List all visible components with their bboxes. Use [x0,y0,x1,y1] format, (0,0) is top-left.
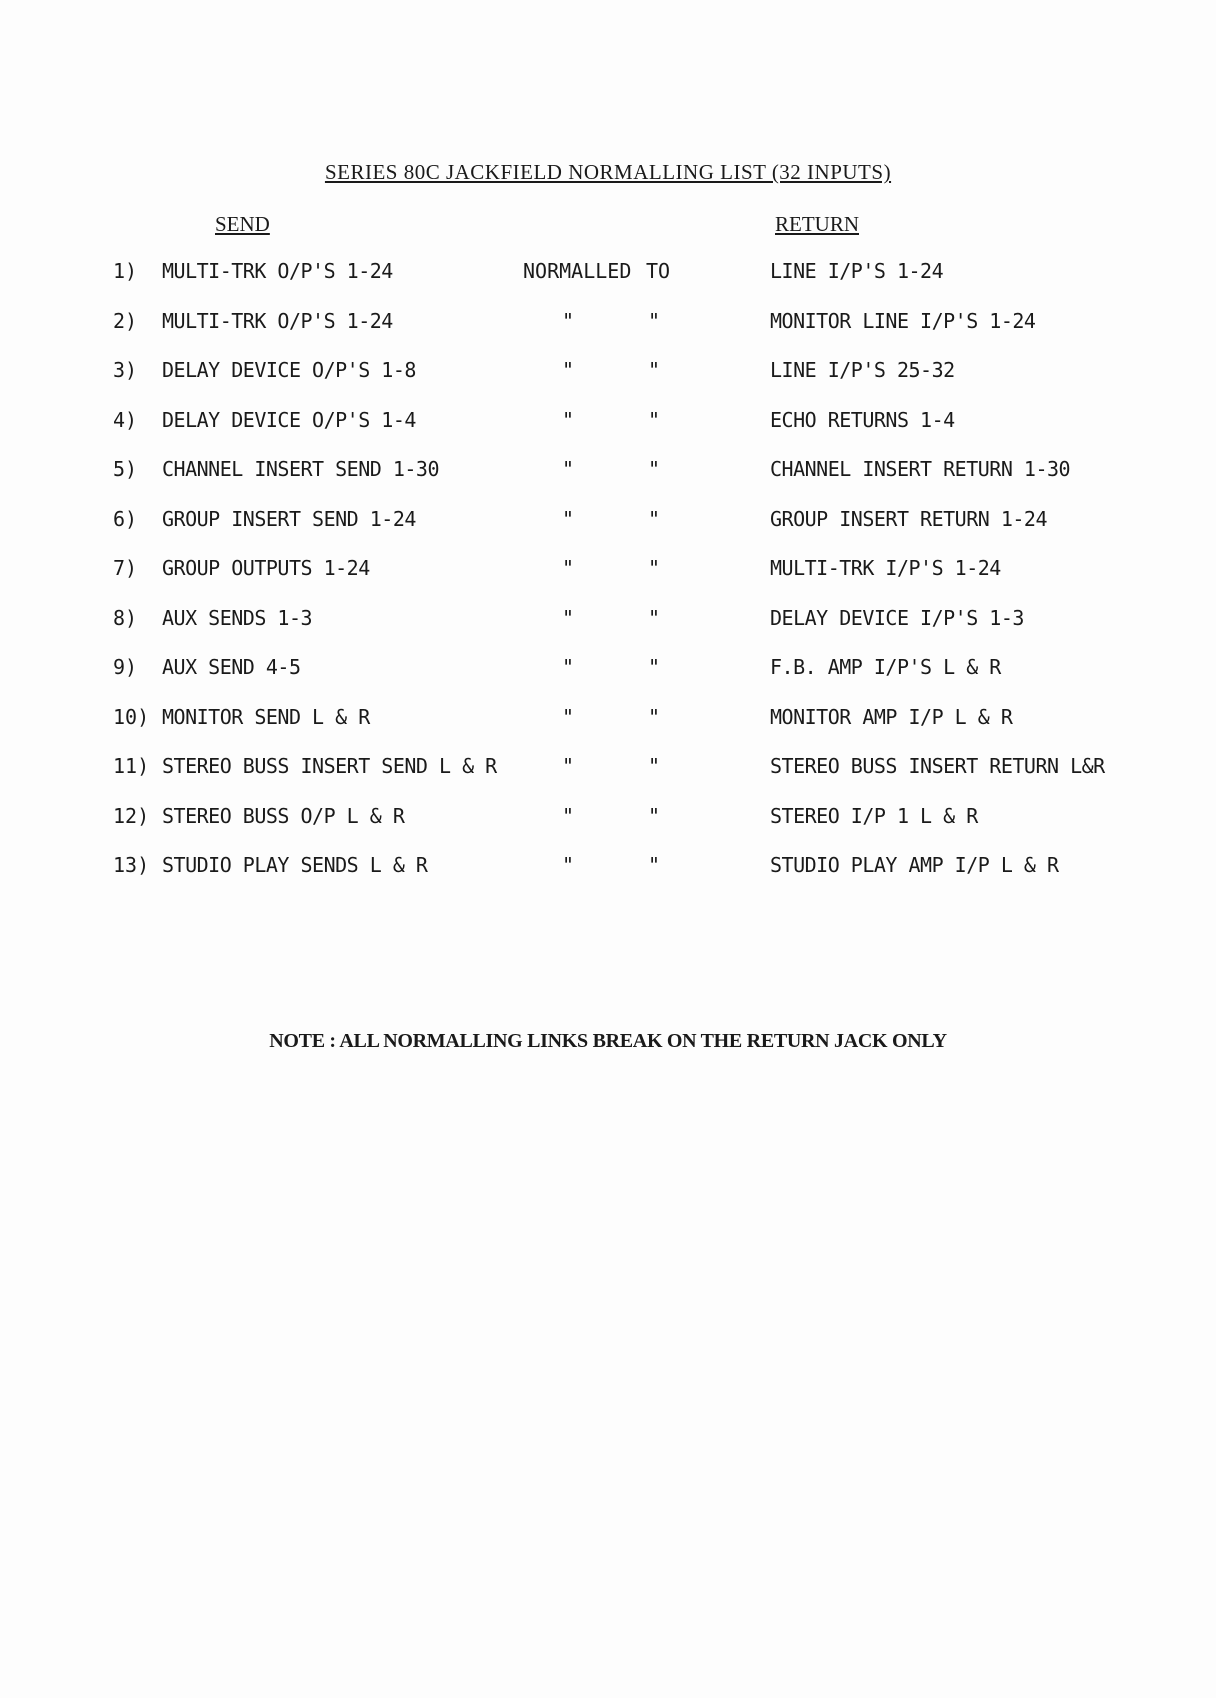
return-value: STEREO BUSS INSERT RETURN L&R [770,754,1105,778]
row-number: 3) [113,358,138,382]
send-value: AUX SENDS 1-3 [162,605,313,630]
list-row [0,605,1216,655]
ditto-mark: " [648,605,661,630]
row-number: 1) [113,259,138,283]
ditto-mark: " [562,853,575,877]
row-number: 12) [113,803,150,828]
send-value: DELAY DEVICE O/P'S 1-4 [162,407,416,432]
send-value: CHANNEL INSERT SEND 1-30 [162,457,439,481]
list-row [0,357,1216,407]
ditto-mark: " [562,754,575,778]
send-value: DELAY DEVICE O/P'S 1-8 [162,358,416,382]
list-row [0,258,1216,308]
return-value: STUDIO PLAY AMP I/P L & R [770,853,1059,877]
return-value: GROUP INSERT RETURN 1-24 [770,506,1047,531]
normalled-label: NORMALLED [523,259,632,283]
row-number: 5) [113,457,138,481]
row-number: 13) [113,853,150,877]
row-number: 2) [113,308,138,333]
send-value: MULTI-TRK O/P'S 1-24 [162,259,393,283]
row-number: 11) [113,754,150,778]
ditto-mark: " [648,358,661,382]
send-value: AUX SEND 4-5 [162,655,301,679]
ditto-mark: " [648,308,661,333]
ditto-mark: " [648,506,661,531]
ditto-mark: " [562,407,575,432]
ditto-mark: " [562,358,575,382]
ditto-mark: " [562,556,575,580]
document-title: SERIES 80C JACKFIELD NORMALLING LIST (32 INPUTS) [324,160,892,184]
ditto-mark: " [562,506,575,531]
ditto-mark: " [648,457,661,481]
list-row [0,407,1216,457]
send-value: MULTI-TRK O/P'S 1-24 [162,308,393,333]
ditto-mark: " [562,803,575,828]
send-column-header: SEND [215,212,270,236]
send-value: STUDIO PLAY SENDS L & R [162,853,428,877]
send-value: GROUP OUTPUTS 1-24 [162,556,370,580]
return-column-header: RETURN [775,212,859,236]
ditto-mark: " [648,655,661,679]
row-number: 6) [113,506,138,531]
return-value: CHANNEL INSERT RETURN 1-30 [770,457,1071,481]
ditto-mark: " [648,853,661,877]
list-row [0,753,1216,803]
send-value: STEREO BUSS INSERT SEND L & R [162,754,497,778]
row-number: 7) [113,556,138,580]
return-value: MONITOR LINE I/P'S 1-24 [770,308,1036,333]
list-row [0,803,1216,853]
ditto-mark: " [562,704,575,729]
normalling-list [0,258,1216,902]
list-row [0,555,1216,605]
ditto-mark: " [648,803,661,828]
ditto-mark: " [648,754,661,778]
list-row [0,506,1216,556]
list-row [0,456,1216,506]
list-row [0,654,1216,704]
return-value: LINE I/P'S 1-24 [770,259,944,283]
return-value: LINE I/P'S 25-32 [770,358,955,382]
row-number: 10) [113,704,150,729]
row-number: 8) [113,605,138,630]
list-row [0,308,1216,358]
ditto-mark: " [562,457,575,481]
ditto-mark: " [562,605,575,630]
ditto-mark: " [648,556,661,580]
return-value: DELAY DEVICE I/P'S 1-3 [770,605,1024,630]
return-value: MONITOR AMP I/P L & R [770,704,1013,729]
list-row [0,852,1216,902]
send-value: GROUP INSERT SEND 1-24 [162,506,416,531]
row-number: 9) [113,655,138,679]
send-value: STEREO BUSS O/P L & R [162,803,405,828]
ditto-mark: " [562,308,575,333]
ditto-mark: " [648,704,661,729]
return-value: ECHO RETURNS 1-4 [770,407,955,432]
send-value: MONITOR SEND L & R [162,704,370,729]
ditto-mark: " [648,407,661,432]
footer-note: NOTE : ALL NORMALLING LINKS BREAK ON THE RETURN JACK ONLY [269,1030,947,1052]
list-row [0,704,1216,754]
ditto-mark: " [562,655,575,679]
return-value: F.B. AMP I/P'S L & R [770,655,1001,679]
to-label: TO [646,259,671,283]
return-value: MULTI-TRK I/P'S 1-24 [770,556,1001,580]
return-value: STEREO I/P 1 L & R [770,803,978,828]
row-number: 4) [113,407,138,432]
